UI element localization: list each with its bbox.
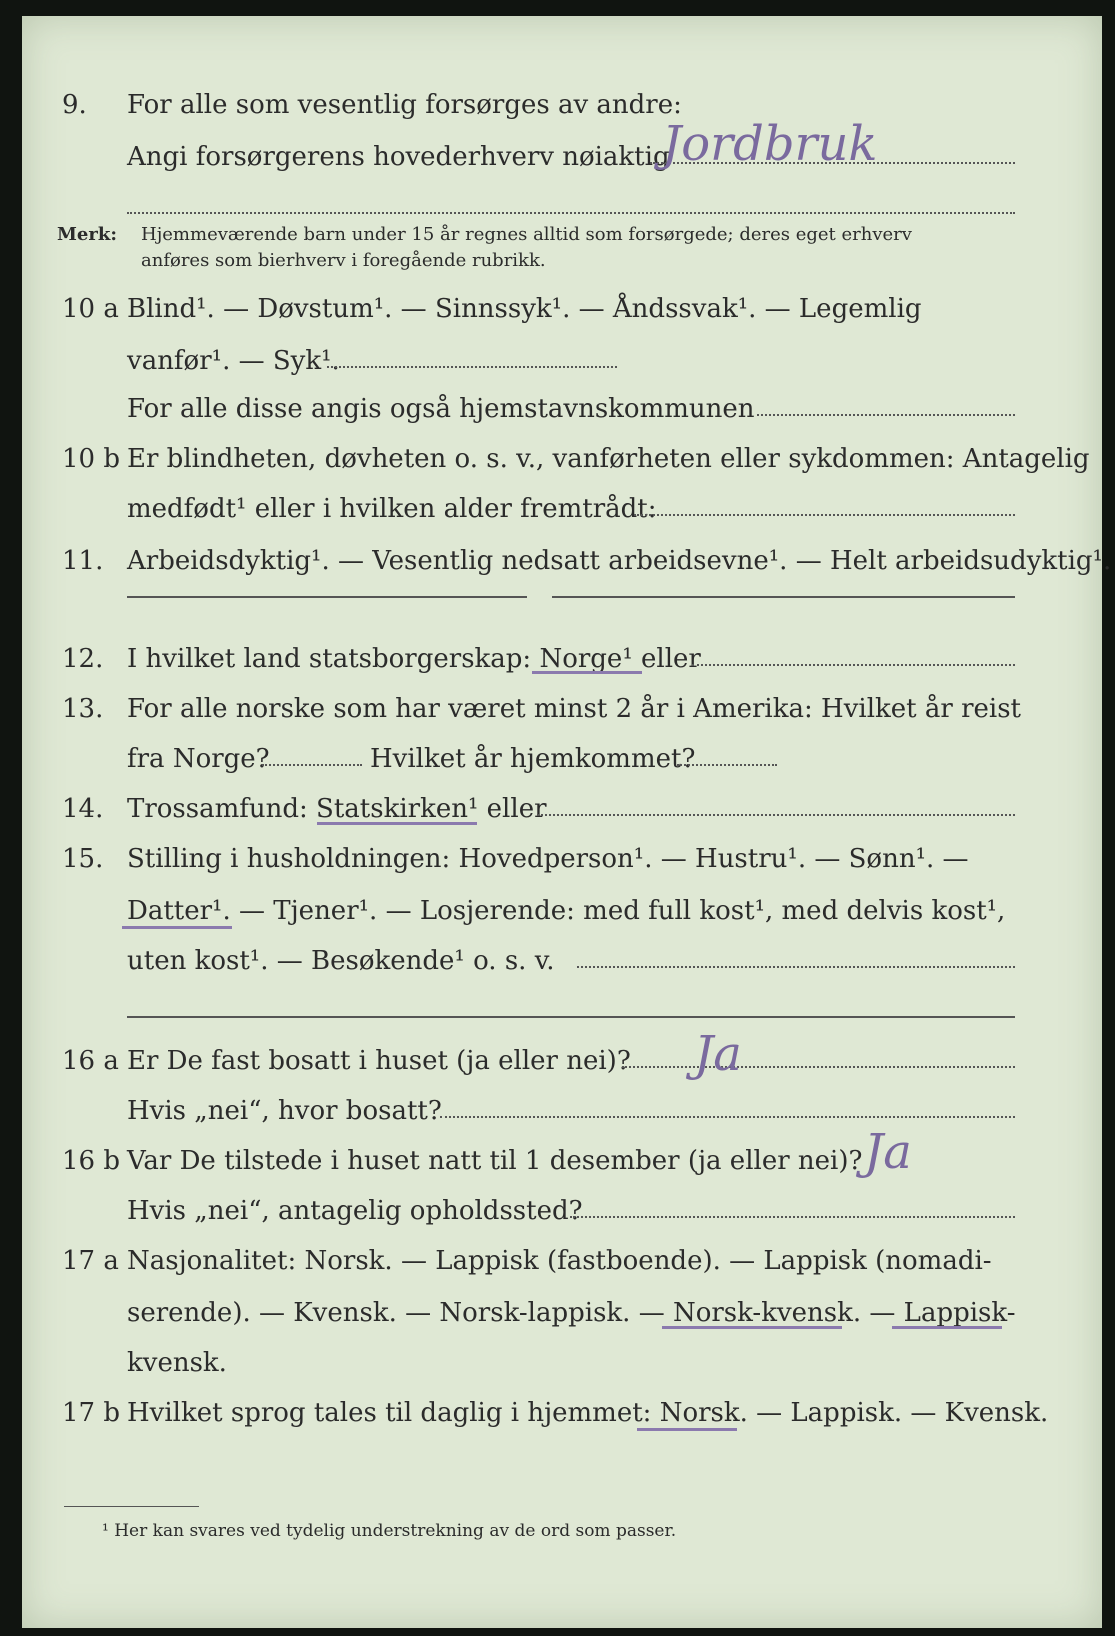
q16b-handwritten-answer: Ja	[864, 1124, 912, 1180]
q11-text-1: Arbeidsdyktig¹. — Vesentlig nedsatt arbeidsevne¹. — Helt arbeidsudyktig¹.	[127, 546, 1112, 576]
merk-text-1: Hjemmeværende barn under 15 år regnes alltid som forsørgede; deres eget erhverv	[141, 224, 912, 245]
q16a-handwritten-answer: Ja	[694, 1026, 742, 1082]
q15-underline-datter	[122, 926, 232, 929]
q16b-text-1: Var De tilstede i huset natt til 1 desember (ja eller nei)?	[127, 1146, 863, 1176]
q12-number: 12.	[62, 644, 104, 674]
q14-answer-line[interactable]	[537, 814, 1015, 816]
q10a-answer-line[interactable]	[327, 366, 617, 368]
q11-number: 11.	[62, 546, 104, 576]
q16a-number: 16 a	[62, 1046, 119, 1076]
q16a-bosatt-line[interactable]	[440, 1116, 1015, 1118]
q13-text-1: For alle norske som har været minst 2 år i Amerika: Hvilket år reist	[127, 694, 1021, 724]
q15-text-1: Stilling i husholdningen: Hovedperson¹. — Hustru¹. — Sønn¹. —	[127, 844, 969, 874]
footnote-text: Her kan svares ved tydelig understrekning av de ord som passer.	[114, 1521, 677, 1541]
q10a-hjemstavn-line[interactable]	[757, 414, 1015, 416]
q14-number: 14.	[62, 794, 104, 824]
q12-underline-norge	[532, 671, 642, 674]
q10a-number: 10 a	[62, 294, 119, 324]
merk-note	[57, 222, 912, 248]
q13-text-2a: fra Norge?	[127, 744, 270, 774]
q10b-number: 10 b	[62, 444, 120, 474]
q17a-text-1: Nasjonalitet: Norsk. — Lappisk (fastboende). — Lappisk (nomadi-	[127, 1246, 992, 1276]
q13-hjemkommet-line[interactable]	[677, 764, 777, 766]
q16a-text-2: Hvis „nei“, hvor bosatt?	[127, 1096, 442, 1126]
q14-underline-statskirken	[317, 822, 477, 825]
q16b-number: 16 b	[62, 1146, 120, 1176]
merk-text-2: anføres som bierhverv i foregående rubrikk.	[141, 250, 546, 271]
census-form-page	[22, 16, 1112, 1628]
q16b-opholdssted-line[interactable]	[570, 1216, 1015, 1218]
q9-text-1: For alle som vesentlig forsørges av andre:	[127, 90, 682, 120]
q10a-text-1: Blind¹. — Døvstum¹. — Sinnssyk¹. — Åndssvak¹. — Legemlig	[127, 294, 922, 324]
q17b-number: 17 b	[62, 1398, 120, 1428]
footnote-mark: ¹	[102, 1521, 109, 1541]
q17a-underline-norsk-kvensk	[662, 1326, 842, 1329]
q9-answer-line-2[interactable]	[127, 212, 1015, 214]
q13-reist-line[interactable]	[262, 764, 362, 766]
q17a-number: 17 a	[62, 1246, 119, 1276]
q16b-text-2: Hvis „nei“, antagelig opholdssted?	[127, 1196, 583, 1226]
q10b-text-1: Er blindheten, døvheten o. s. v., vanførheten eller sykdommen: Antagelig	[127, 444, 1090, 474]
q17b-text-1: Hvilket sprog tales til daglig i hjemmet: Norsk. — Lappisk. — Kvensk.	[127, 1398, 1049, 1428]
q17b-underline-norsk	[637, 1428, 737, 1431]
q15-text-2: Datter¹. — Tjener¹. — Losjerende: med full kost¹, med delvis kost¹,	[127, 896, 1006, 926]
q9-text-2: Angi forsørgerens hovederhverv nøiaktig	[127, 142, 670, 172]
footnote-rule	[64, 1506, 199, 1507]
q17a-underline-lappisk	[892, 1326, 1002, 1329]
q12-text-1: I hvilket land statsborgerskap: Norge¹ eller	[127, 644, 701, 674]
q16a-text-1: Er De fast bosatt i huset (ja eller nei)?	[127, 1046, 631, 1076]
footnote	[102, 1521, 676, 1541]
q11-rule-left	[127, 596, 527, 598]
merk-label: Merk:	[57, 224, 117, 245]
q11-rule-right	[552, 596, 1015, 598]
q12-answer-line[interactable]	[692, 664, 1015, 666]
q15-number: 15.	[62, 844, 104, 874]
q13-number: 13.	[62, 694, 104, 724]
q9-number: 9.	[62, 90, 87, 120]
q10b-text-2: medfødt¹ eller i hvilken alder fremtrådt:	[127, 494, 657, 524]
q15-text-3: uten kost¹. — Besøkende¹ o. s. v.	[127, 946, 555, 976]
q9-handwritten-answer: Jordbruk	[662, 116, 878, 172]
q17a-text-2: serende). — Kvensk. — Norsk-lappisk. — Norsk-kvensk. — Lappisk-	[127, 1298, 1016, 1328]
q16a-answer-line[interactable]	[622, 1066, 1015, 1068]
q13-text-2b: Hvilket år hjemkommet?	[370, 744, 696, 774]
q10b-answer-line[interactable]	[634, 514, 1015, 516]
q10a-text-2: vanfør¹. — Syk¹.	[127, 346, 340, 376]
q10a-text-3: For alle disse angis også hjemstavnskommunen	[127, 394, 755, 424]
q15-rule	[127, 1016, 1015, 1018]
q14-text-1: Trossamfund: Statskirken¹ eller	[127, 794, 547, 824]
q15-answer-line[interactable]	[577, 966, 1015, 968]
q17a-text-3: kvensk.	[127, 1348, 227, 1378]
